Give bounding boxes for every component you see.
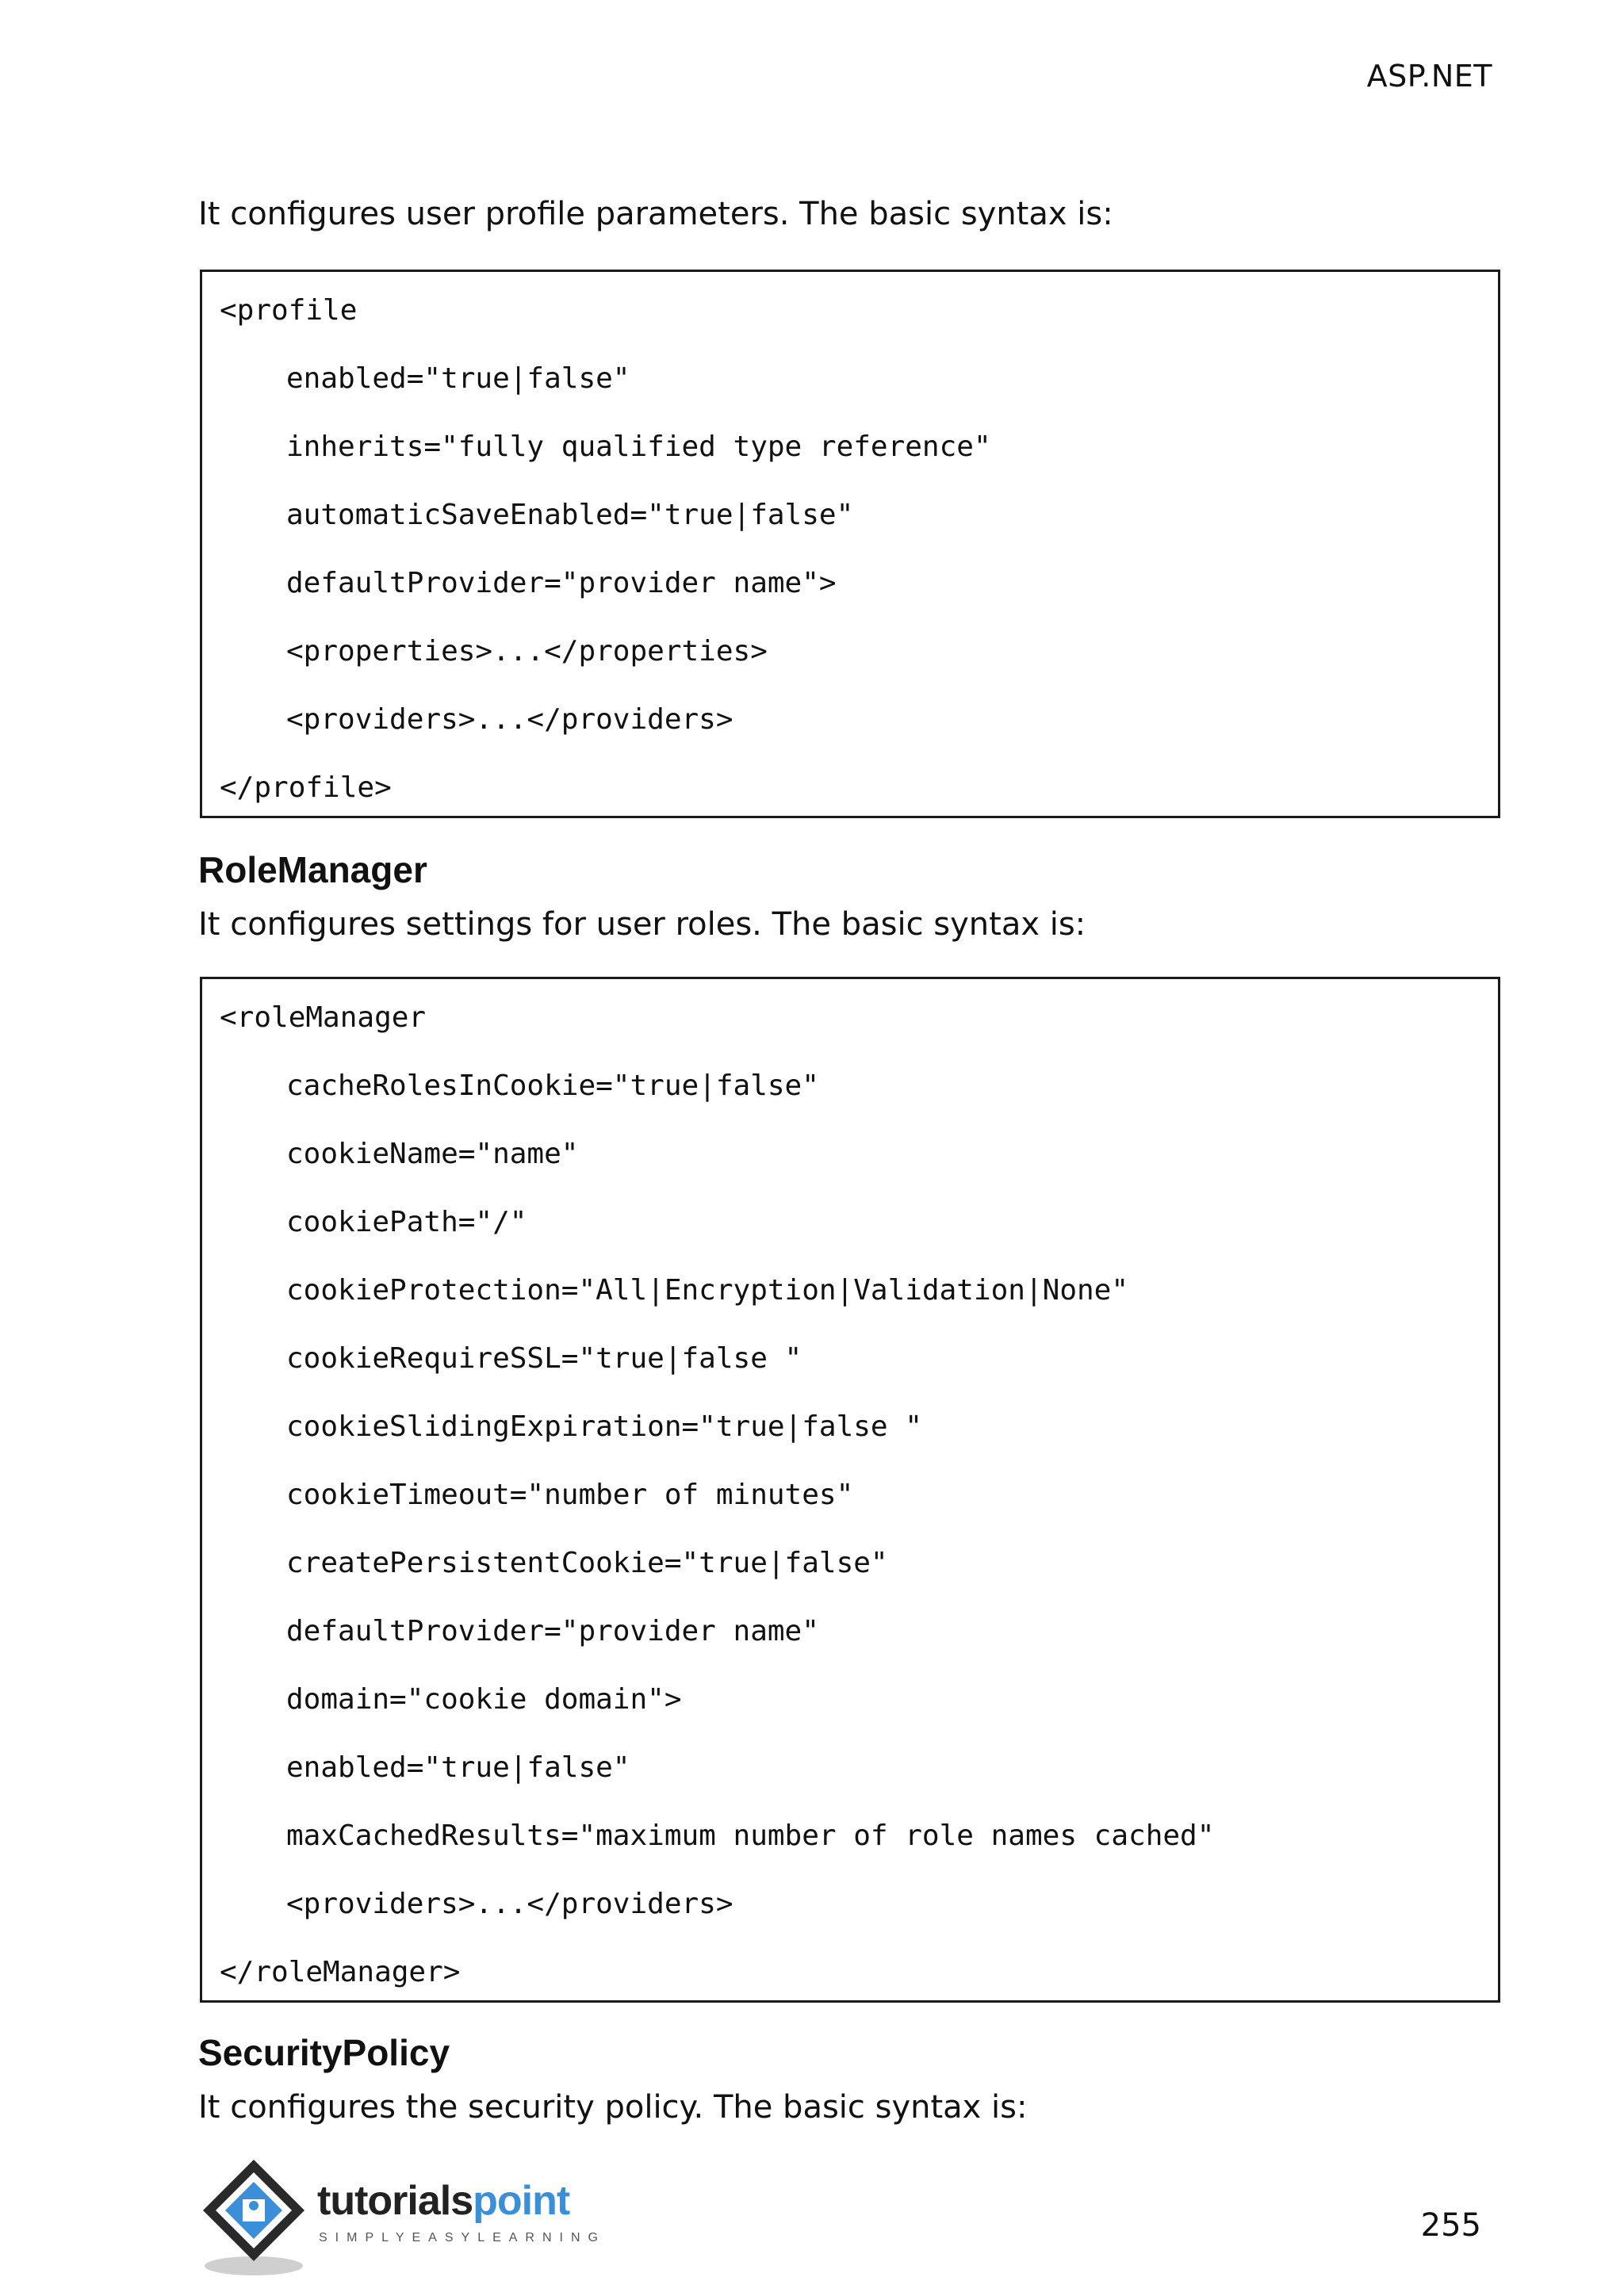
tutorialspoint-logo <box>198 2155 626 2282</box>
code-line: <roleManager <box>220 1001 427 1034</box>
profile-intro: It configures user profile parameters. The basic syntax is: <box>198 196 1113 232</box>
code-line: cookieName="name" <box>286 1138 579 1170</box>
code-line: cookiePath="/" <box>286 1206 527 1238</box>
logo-tagline: SIMPLYEASYLEARNING <box>319 2231 606 2244</box>
code-line: cookieProtection="All|Encryption|Validation|None" <box>286 1274 1129 1307</box>
page-number: 255 <box>1420 2207 1481 2244</box>
code-line: <providers>...</providers> <box>286 1888 733 1920</box>
code-line: cacheRolesInCookie="true|false" <box>286 1070 819 1102</box>
code-line: domain="cookie domain"> <box>286 1683 682 1716</box>
logo-wordmark: tutorialspoint <box>317 2178 570 2224</box>
rolemanager-intro: It configures settings for user roles. The basic syntax is: <box>198 906 1086 943</box>
securitypolicy-heading: SecurityPolicy <box>198 2032 450 2073</box>
code-line: createPersistentCookie="true|false" <box>286 1547 888 1579</box>
code-line: <properties>...</properties> <box>286 635 768 668</box>
code-line: </profile> <box>220 771 392 804</box>
code-line: defaultProvider="provider name" <box>286 1615 819 1647</box>
rolemanager-code-block <box>200 977 1500 2003</box>
code-line: automaticSaveEnabled="true|false" <box>286 499 854 531</box>
profile-code-block <box>200 270 1500 818</box>
code-line: cookieSlidingExpiration="true|false " <box>286 1410 922 1443</box>
code-line: </roleManager> <box>220 1956 461 1988</box>
code-line: <profile <box>220 294 358 327</box>
code-line: inherits="fully qualified type reference" <box>286 430 991 463</box>
code-line: cookieTimeout="number of minutes" <box>286 1479 854 1511</box>
code-line: enabled="true|false" <box>286 362 630 395</box>
logo-diamond-icon <box>198 2155 317 2282</box>
code-line: <providers>...</providers> <box>286 703 733 736</box>
code-line: defaultProvider="provider name"> <box>286 567 837 599</box>
rolemanager-heading: RoleManager <box>198 849 427 890</box>
running-header: ASP.NET <box>1366 59 1492 94</box>
securitypolicy-intro: It configures the security policy. The basic syntax is: <box>198 2089 1028 2126</box>
code-line: maxCachedResults="maximum number of role names cached" <box>286 1820 1215 1852</box>
code-line: cookieRequireSSL="true|false " <box>286 1342 802 1375</box>
code-line: enabled="true|false" <box>286 1751 630 1784</box>
